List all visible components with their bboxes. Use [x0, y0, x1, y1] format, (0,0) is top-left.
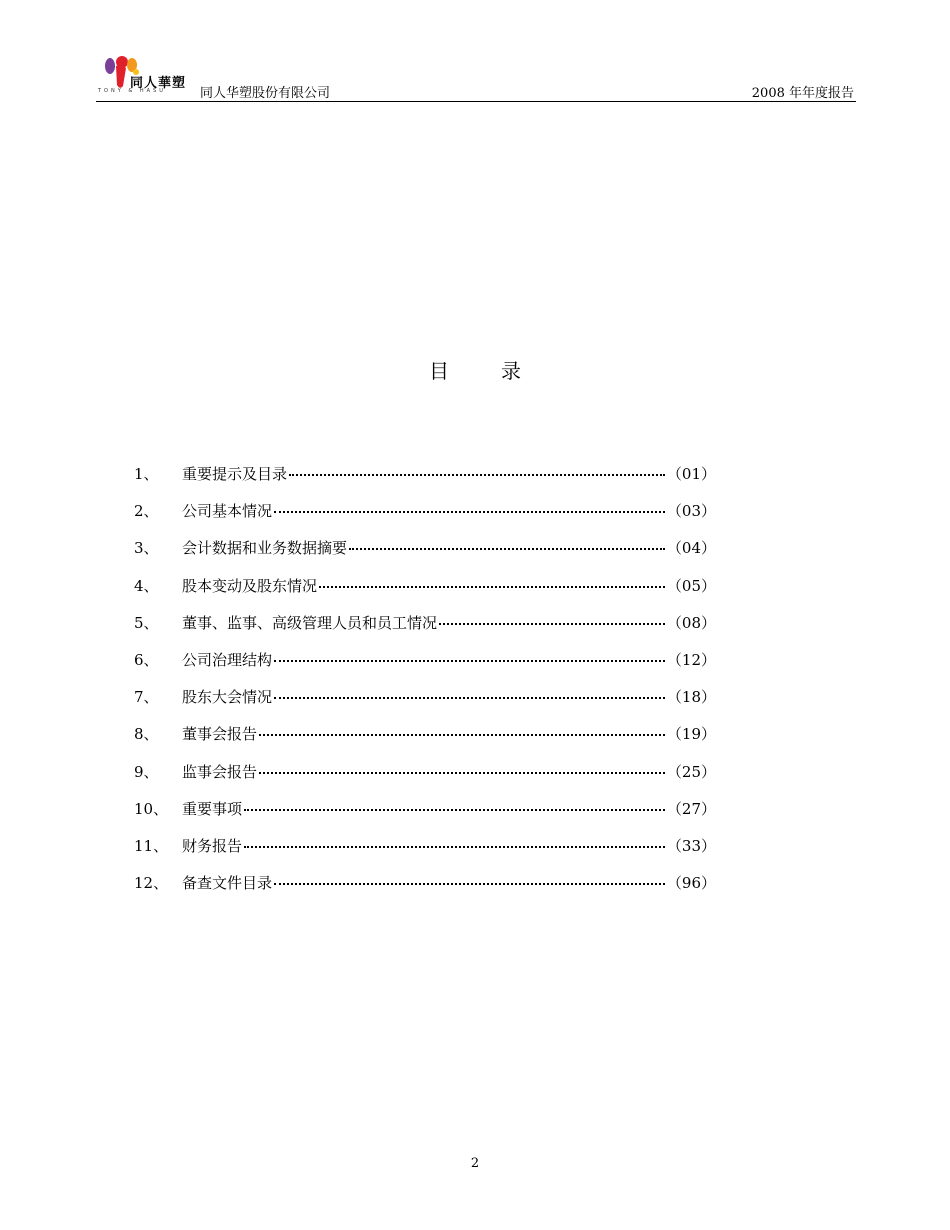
toc-entry-number: 3、: [134, 539, 159, 558]
toc-entry-label: 财务报告: [182, 836, 243, 855]
toc-entry-label: 监事会报告: [182, 762, 258, 781]
toc-entry-leader: [244, 846, 665, 848]
toc-entry-label: 备查文件目录: [182, 874, 273, 893]
toc-entry-page: （05）: [666, 576, 716, 595]
toc-entry-page: （19）: [666, 725, 716, 744]
toc-entry-page: （96）: [666, 874, 716, 893]
toc-entry[interactable]: [134, 647, 716, 684]
toc-entry-label: 董事、监事、高级管理人员和员工情况: [182, 613, 438, 632]
toc-entry[interactable]: [134, 721, 716, 758]
toc-entry-page: （33）: [666, 836, 716, 855]
toc-entry-label: 公司治理结构: [182, 650, 273, 669]
toc-entry-number: 2、: [134, 502, 159, 521]
toc-heading: [0, 355, 950, 384]
toc-entry[interactable]: [134, 796, 716, 833]
toc-entry-leader: [349, 548, 665, 550]
toc-entry[interactable]: [134, 610, 716, 647]
toc-entry-page: （25）: [666, 762, 716, 781]
toc-entry-page: （04）: [666, 539, 716, 558]
toc-entry[interactable]: [134, 870, 716, 907]
toc-entry-leader: [274, 511, 665, 513]
toc-entry-leader: [274, 660, 665, 662]
logo-subtext: TONY & HASU: [98, 88, 166, 94]
company-name: 同人华塑股份有限公司: [200, 86, 331, 101]
toc-entry-number: 7、: [134, 688, 159, 707]
toc-entry-leader: [274, 883, 665, 885]
toc-heading-char-2: 录: [501, 359, 521, 383]
toc-entry-number: 4、: [134, 576, 159, 595]
toc-entry-label: 会计数据和业务数据摘要: [182, 539, 348, 558]
toc-entry-leader: [289, 474, 665, 476]
toc-entry[interactable]: [134, 573, 716, 610]
toc-entry-page: （03）: [666, 502, 716, 521]
toc-entry-number: 11、: [134, 836, 169, 855]
toc-entry-number: 12、: [134, 874, 169, 893]
logo-wordmark: 同人華塑: [130, 76, 187, 91]
toc-entry-leader: [259, 734, 665, 736]
toc-entry-page: （12）: [666, 650, 716, 669]
toc-entry-leader: [439, 623, 665, 625]
company-logo: [96, 52, 206, 98]
toc-entry[interactable]: [134, 498, 716, 535]
toc-entry[interactable]: [134, 759, 716, 796]
toc-entry-leader: [244, 809, 665, 811]
header-divider: [96, 101, 856, 102]
toc-entry-label: 重要事项: [182, 799, 243, 818]
toc-entry-page: （08）: [666, 613, 716, 632]
toc-entry-number: 10、: [134, 799, 169, 818]
toc-entry-number: 5、: [134, 613, 159, 632]
toc-entry-leader: [259, 772, 665, 774]
toc-list: [134, 461, 716, 907]
page-header: [96, 52, 856, 102]
toc-entry-number: 9、: [134, 762, 159, 781]
toc-entry-label: 股本变动及股东情况: [182, 576, 318, 595]
toc-entry-page: （01）: [666, 465, 716, 483]
toc-entry-leader: [274, 697, 665, 699]
toc-entry-number: 8、: [134, 725, 159, 744]
toc-entry[interactable]: [134, 535, 716, 572]
toc-entry-label: 股东大会情况: [182, 688, 273, 707]
toc-entry-label: 重要提示及目录: [182, 465, 288, 483]
report-title: 2008 年年度报告: [751, 86, 854, 101]
toc-entry-number: 1、: [134, 465, 159, 483]
page-number: 2: [470, 1156, 480, 1171]
toc-entry-leader: [319, 586, 665, 588]
toc-entry-page: （27）: [666, 799, 716, 818]
toc-entry[interactable]: [134, 833, 716, 870]
toc-entry-page: （18）: [666, 688, 716, 707]
toc-entry-number: 6、: [134, 650, 159, 669]
toc-heading-char-1: 目: [429, 359, 449, 383]
toc-entry[interactable]: [134, 684, 716, 721]
toc-entry-label: 公司基本情况: [182, 502, 273, 521]
toc-entry[interactable]: [134, 461, 716, 498]
toc-entry-label: 董事会报告: [182, 725, 258, 744]
